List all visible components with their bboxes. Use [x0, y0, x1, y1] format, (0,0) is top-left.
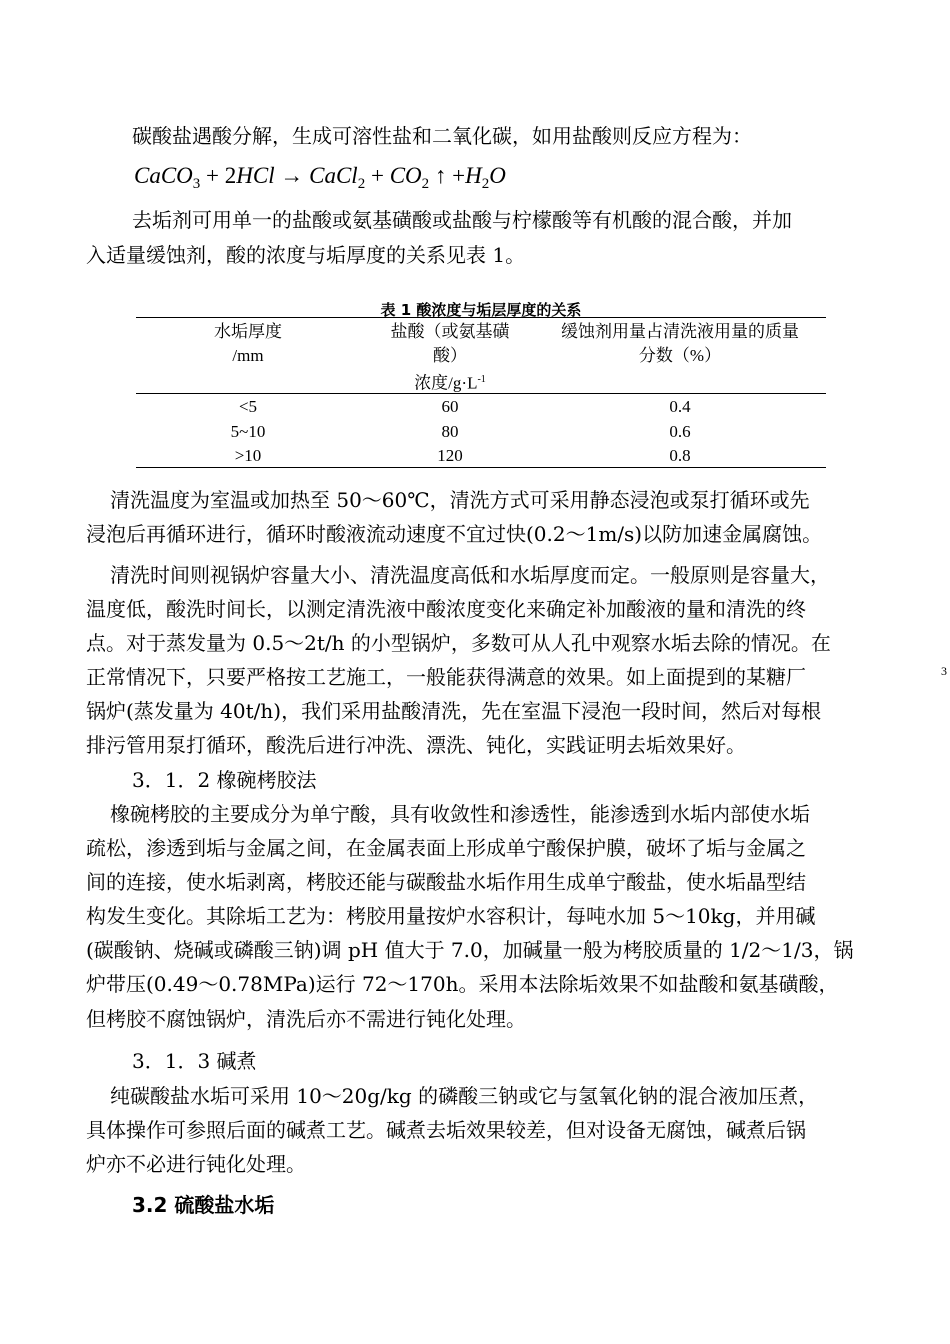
table-cell: 0.6: [669, 422, 691, 441]
page-number: 3: [941, 664, 947, 678]
paragraph-line: 炉带压(0.49～0.78MPa)运行 72～170h。采用本法除垢效果不如盐酸和氨基磺酸，: [86, 972, 839, 996]
paragraph-line: 清洗时间则视锅炉容量大小、清洗温度高低和水垢厚度而定。一般原则是容量大，: [110, 563, 830, 587]
section-heading: 3.2 硫酸盐水垢: [132, 1193, 275, 1217]
chemical-equation: CaCO$_3$ + 2HCl → CaCl$_2$ + $CO_2$ ↑ $+H_2O$: [134, 163, 506, 192]
paragraph-line: 橡碗栲胶的主要成分为单宁酸，具有收敛性和渗透性，能渗透到水垢内部使水垢: [110, 802, 810, 826]
table-header-thickness: 水垢厚度 /mm: [214, 322, 282, 365]
table-top-rule: [136, 317, 826, 318]
table-cell: 0.4: [669, 397, 691, 416]
subsection-heading: 3．1．2 橡碗栲胶法: [132, 768, 317, 792]
paragraph-line: (碳酸钠、烧碱或磷酸三钠)调 pH 值大于 7.0，加碱量一般为栲胶质量的 1/2～1/3，锅: [86, 938, 854, 962]
paragraph-line: 正常情况下，只要严格按工艺施工，一般能获得满意的效果。如上面提到的某糖厂: [86, 665, 806, 689]
paragraph-line: 浸泡后再循环进行，循环时酸液流动速度不宜过快(0.2～1m/s)以防加速金属腐蚀。: [86, 522, 823, 546]
table-cell: 60: [441, 397, 459, 416]
paragraph-line: 点。对于蒸发量为 0.5～2t/h 的小型锅炉，多数可从人孔中观察水垢去除的情况。在: [86, 631, 831, 655]
paragraph-line: 炉亦不必进行钝化处理。: [86, 1152, 306, 1176]
paragraph-line: 去垢剂可用单一的盐酸或氨基磺酸或盐酸与柠檬酸等有机酸的混合酸，并加: [132, 208, 792, 232]
table-bottom-rule: [136, 467, 826, 468]
table-header-concentration: 盐酸（或氨基磺 酸） 浓度$/g\cdot L^{-1}$: [390, 322, 510, 393]
paragraph-line: 构发生变化。其除垢工艺为：栲胶用量按炉水容积计，每吨水加 5～10kg，并用碱: [86, 904, 816, 928]
paragraph-line: 清洗温度为室温或加热至 50～60℃，清洗方式可采用静态浸泡或泵打循环或先: [110, 488, 810, 512]
paragraph-line: 纯碳酸盐水垢可采用 10～20g/kg 的磷酸三钠或它与氢氧化钠的混合液加压煮，: [110, 1084, 819, 1108]
table-cell: 0.8: [669, 446, 691, 465]
table-header-inhibitor: 缓蚀剂用量占清洗液用量的质量 分数（%）: [561, 322, 799, 365]
paragraph-line: 但栲胶不腐蚀锅炉，清洗后亦不需进行钝化处理。: [86, 1007, 526, 1031]
paragraph-line: 具体操作可参照后面的碱煮工艺。碱煮去垢效果较差，但对设备无腐蚀，碱煮后锅: [86, 1118, 806, 1142]
paragraph-line: 入适量缓蚀剂，酸的浓度与垢厚度的关系见表 1。: [86, 243, 526, 267]
paragraph-line: 排污管用泵打循环，酸洗后进行冲洗、漂洗、钝化，实践证明去垢效果好。: [86, 733, 746, 757]
table-cell: 5~10: [230, 422, 266, 441]
table-cell: 120: [437, 446, 463, 465]
paragraph-line: 疏松，渗透到垢与金属之间，在金属表面上形成单宁酸保护膜，破坏了垢与金属之: [86, 836, 806, 860]
paragraph-line: 温度低，酸洗时间长，以测定清洗液中酸浓度变化来确定补加酸液的量和清洗的终: [86, 597, 806, 621]
paragraph-line: 锅炉(蒸发量为 40t/h)，我们采用盐酸清洗，先在室温下浸泡一段时间，然后对每根: [86, 699, 822, 723]
table-cell: <5: [238, 397, 258, 416]
intro-text: 碳酸盐遇酸分解，生成可溶性盐和二氧化碳，如用盐酸则反应方程为：: [132, 124, 752, 148]
subsection-heading: 3．1．3 碱煮: [132, 1049, 257, 1073]
table-cell: >10: [234, 446, 262, 465]
table-caption: 表 1 酸浓度与垢层厚度的关系: [380, 301, 582, 319]
table-header-rule: [136, 393, 826, 394]
table-cell: 80: [441, 422, 459, 441]
paragraph-line: 间的连接，使水垢剥离，栲胶还能与碳酸盐水垢作用生成单宁酸盐，使水垢晶型结: [86, 870, 806, 894]
